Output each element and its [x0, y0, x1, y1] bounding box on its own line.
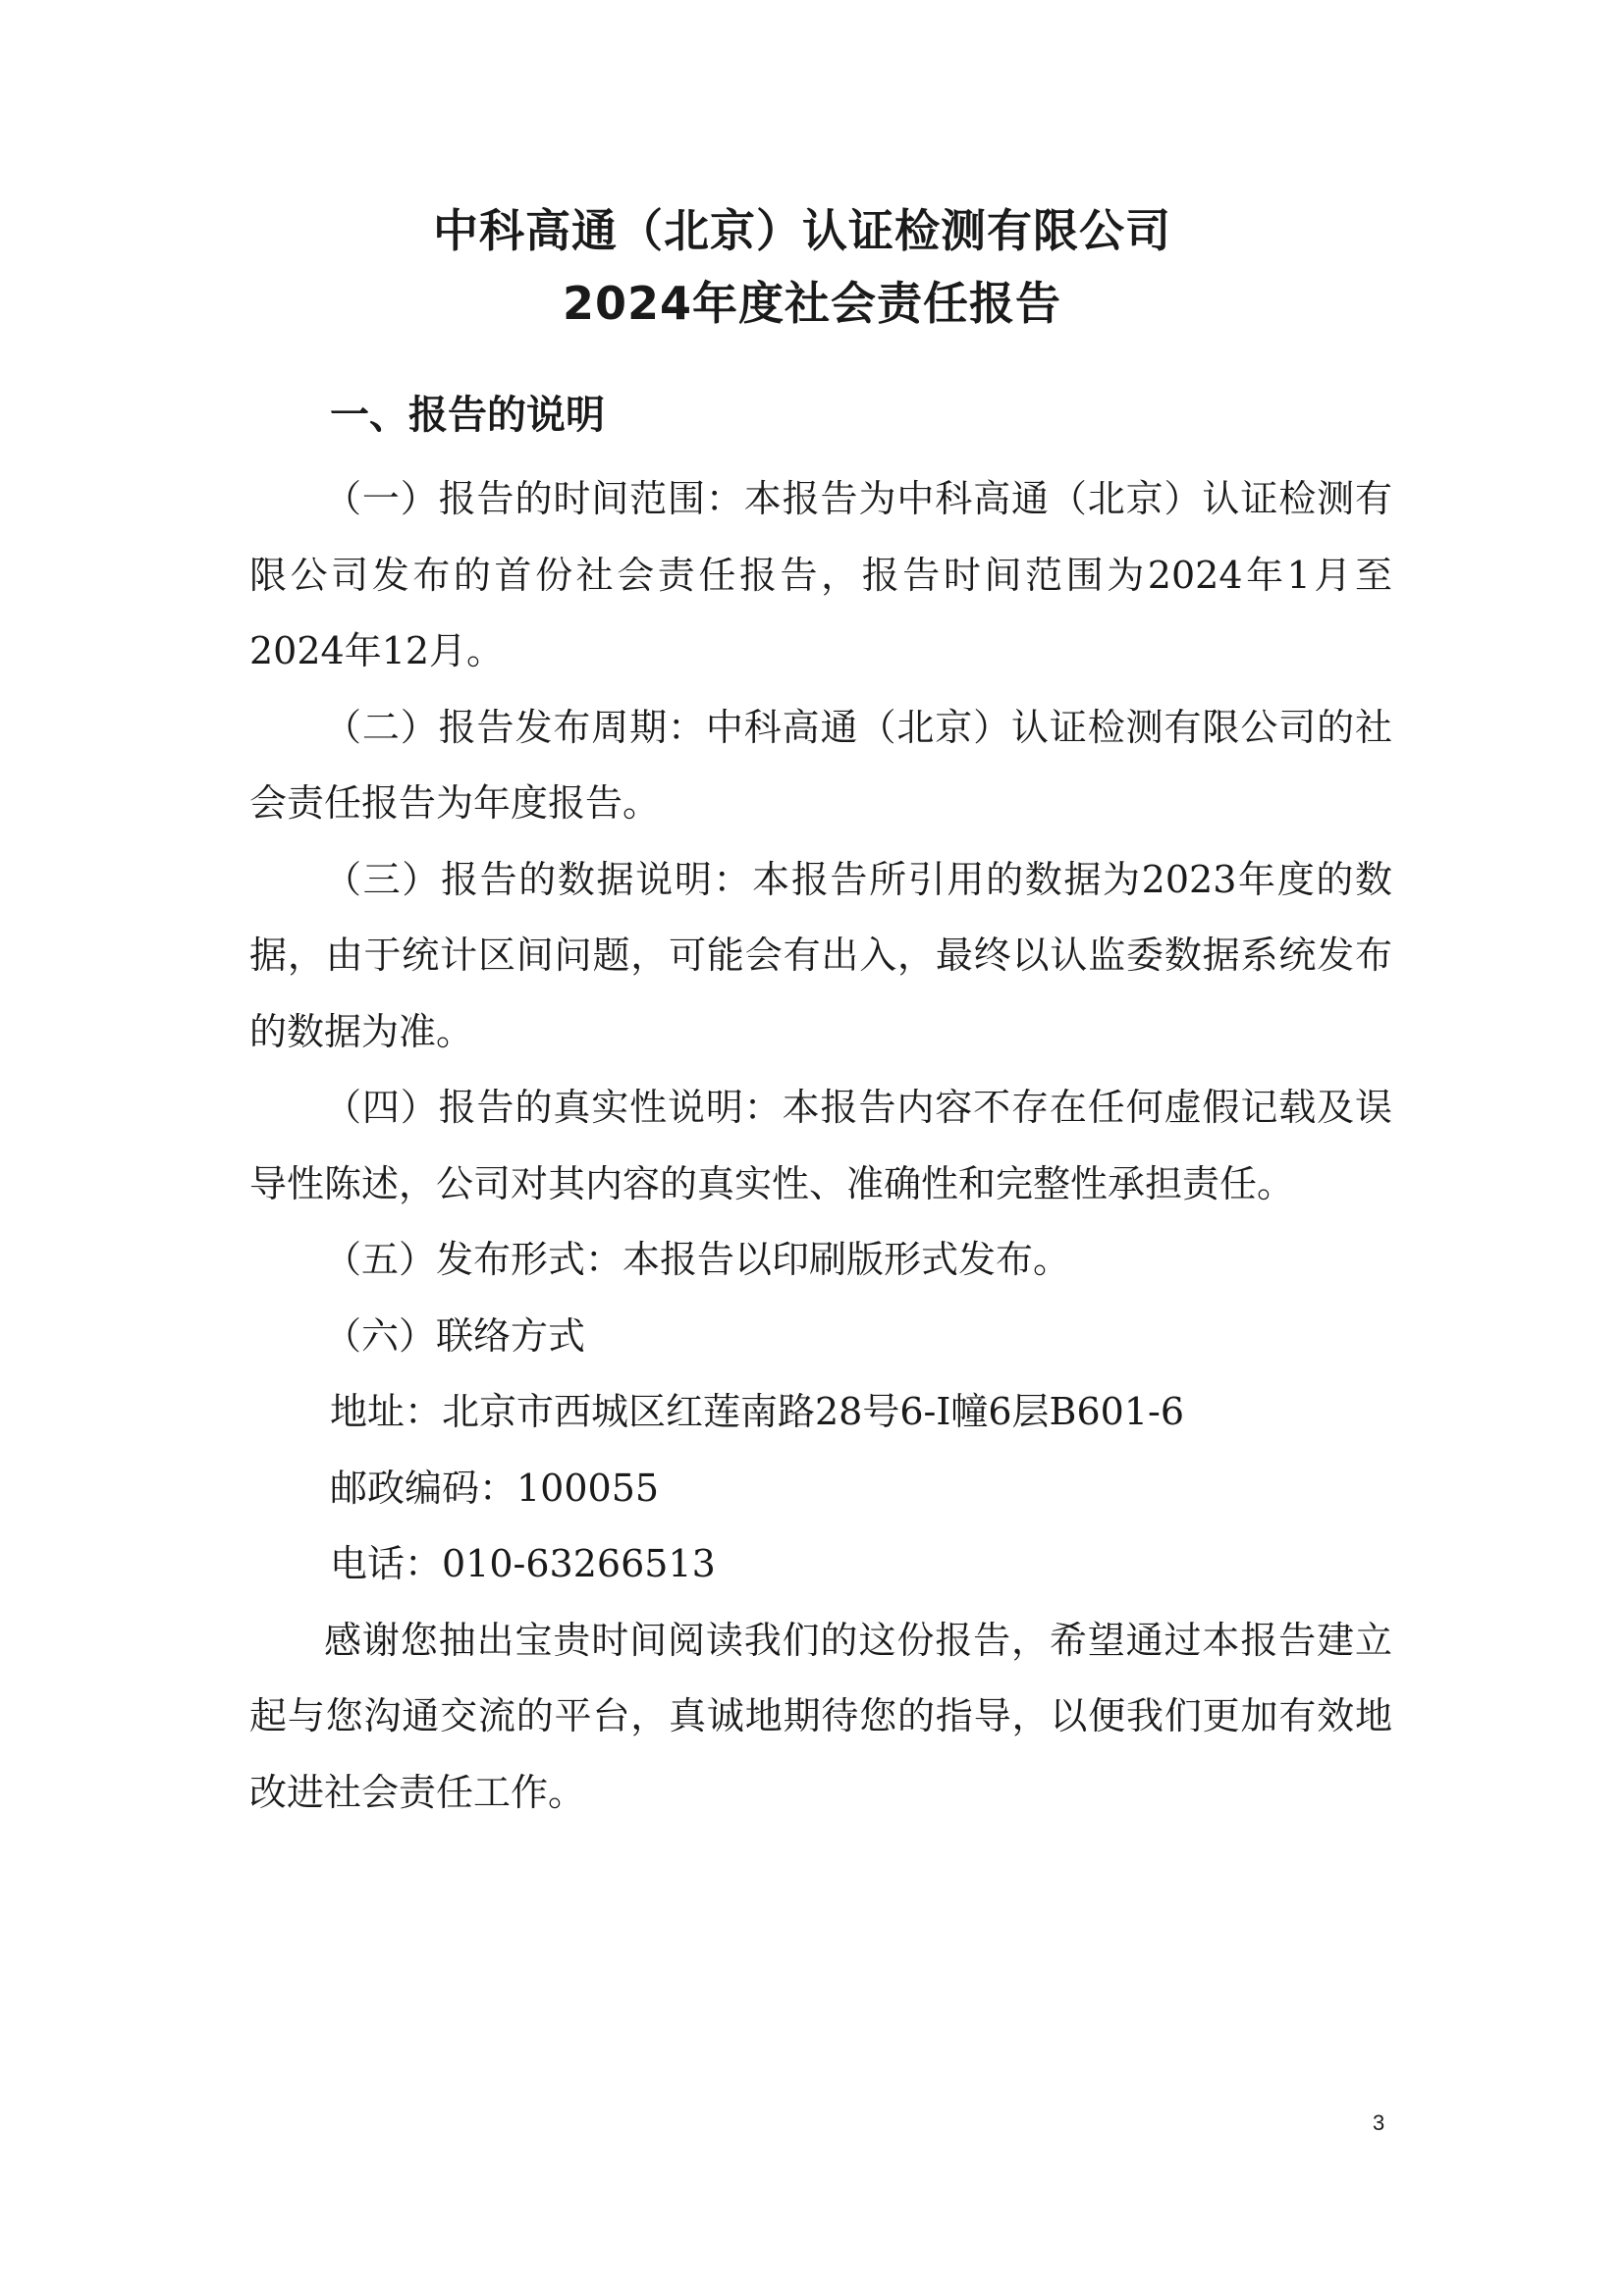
section-heading: 一、报告的说明	[330, 393, 605, 438]
paragraph-data-note: （三）报告的数据说明：本报告所引用的数据为2023年度的数据，由于统计区间问题，可能会有出入，最终以认监委数据系统发布的数据为准。	[249, 857, 1392, 1053]
paragraph-publish-format: （五）发布形式：本报告以印刷版形式发布。	[324, 1238, 1071, 1281]
contact-phone: 电话：010-63266513	[330, 1542, 716, 1585]
page-number: 3	[1373, 2110, 1385, 2135]
paragraph-contact-heading: （六）联络方式	[324, 1313, 586, 1358]
report-body	[249, 461, 1392, 1831]
report-title-year: 2024年度社会责任报告	[562, 277, 1062, 330]
contact-postcode: 邮政编码：100055	[330, 1466, 660, 1510]
paragraph-authenticity: （四）报告的真实性说明：本报告内容不存在任何虚假记载及误导性陈述，公司对其内容的真实性、准确性和完整性承担责任。	[249, 1086, 1392, 1205]
paragraph-closing: 感谢您抽出宝贵时间阅读我们的这份报告，希望通过本报告建立起与您沟通交流的平台，真诚地期待您的指导，以便我们更加有效地改进社会责任工作。	[249, 1618, 1392, 1814]
paragraph-publish-cycle: （二）报告发布周期：中科高通（北京）认证检测有限公司的社会责任报告为年度报告。	[249, 705, 1392, 825]
paragraph-time-range: （一）报告的时间范围：本报告为中科高通（北京）认证检测有限公司发布的首份社会责任报告，报告时间范围为2024年1月至2024年12月。	[249, 477, 1392, 672]
report-title-company: 中科高通（北京）认证检测有限公司	[433, 204, 1171, 257]
contact-address: 地址：北京市西城区红莲南路28号6-I幢6层B601-6	[330, 1390, 1185, 1433]
